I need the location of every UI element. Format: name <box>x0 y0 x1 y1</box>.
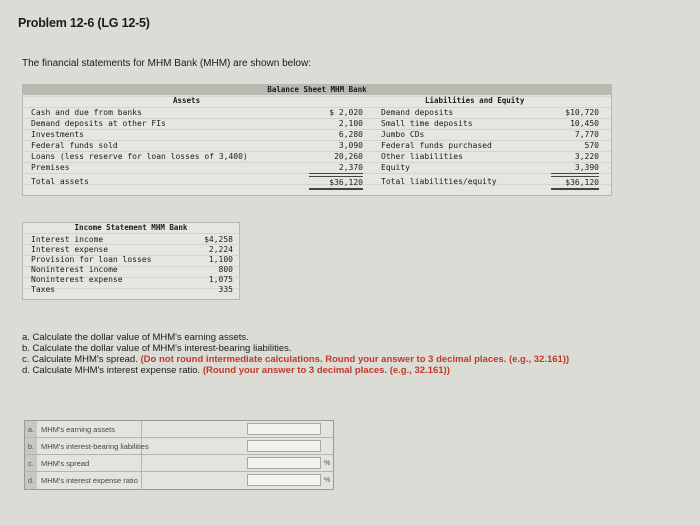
question-c-note: (Do not round intermediate calculations. Round your answer to 3 decimal places. (e.g., 32.161)) <box>140 354 570 365</box>
spread-input[interactable] <box>247 457 321 469</box>
answer-label: MHM's spread <box>41 459 90 468</box>
liability-value: 7,770 <box>574 130 599 139</box>
question-d-text: d. Calculate MHM's interest expense ratio. <box>22 365 203 376</box>
asset-label: Demand deposits at other FIs <box>31 119 166 128</box>
answer-label: MHM's interest-bearing liabilities <box>41 442 149 451</box>
answer-row <box>25 438 333 455</box>
answer-row <box>25 421 333 438</box>
page-title: Problem 12-6 (LG 12-5) <box>18 16 150 30</box>
income-label: Noninterest income <box>31 265 118 274</box>
liability-value: 570 <box>584 141 599 150</box>
balance-row <box>23 151 611 162</box>
assets-title: Assets <box>173 96 201 105</box>
liability-value: 10,450 <box>570 119 599 128</box>
intro-text: The financial statements for MHM Bank (MHM) are shown below: <box>22 58 311 69</box>
income-statement <box>22 222 240 300</box>
asset-value: 6,280 <box>338 130 363 139</box>
liability-value: $10,720 <box>565 108 599 117</box>
question-c-text: c. Calculate MHM's spread. <box>22 354 141 365</box>
balance-row <box>23 118 611 129</box>
asset-value: 2,370 <box>309 162 363 174</box>
interest-expense-ratio-input[interactable] <box>247 474 321 486</box>
income-row <box>23 245 239 255</box>
answer-table <box>24 420 334 490</box>
balance-row <box>23 107 611 118</box>
balance-row <box>23 162 611 173</box>
balance-total-row <box>23 176 611 187</box>
asset-value: 20,260 <box>334 152 363 161</box>
income-row <box>23 275 239 285</box>
question-d <box>22 365 569 376</box>
total-liabilities-label: Total liabilities/equity <box>381 177 497 186</box>
balance-row <box>23 129 611 140</box>
income-value: 335 <box>218 285 233 294</box>
percent-unit: % <box>324 477 331 484</box>
income-value: 800 <box>218 265 233 274</box>
answer-label: MHM's interest expense ratio <box>41 476 138 485</box>
asset-value: 3,090 <box>338 141 363 150</box>
interest-bearing-liabilities-input[interactable] <box>247 440 321 452</box>
income-row <box>23 285 239 295</box>
balance-sheet-header: Balance Sheet MHM Bank <box>23 85 611 95</box>
income-value: 2,224 <box>208 245 233 254</box>
asset-label: Loans (less reserve for loan losses of 3,400) <box>31 152 248 161</box>
answer-label: MHM's earning assets <box>41 425 115 434</box>
income-value: 1,100 <box>208 255 233 264</box>
question-a: a. Calculate the dollar value of MHM's earning assets. <box>22 332 249 343</box>
liabilities-title: Liabilities and Equity <box>425 96 525 105</box>
balance-row <box>23 140 611 151</box>
liability-value: 3,390 <box>551 162 599 174</box>
liability-value: 3,220 <box>574 152 599 161</box>
asset-label: Investments <box>31 130 84 139</box>
total-assets-value: $36,120 <box>309 176 363 190</box>
question-b: b. Calculate the dollar value of MHM's interest-bearing liabilities. <box>22 343 292 354</box>
answer-row <box>25 472 333 489</box>
liability-label: Equity <box>381 163 410 172</box>
asset-label: Premises <box>31 163 70 172</box>
question-d-note: (Round your answer to 3 decimal places. (e.g., 32.161)) <box>202 365 450 376</box>
total-liabilities-value: $36,120 <box>551 176 599 190</box>
liability-label: Demand deposits <box>381 108 454 117</box>
income-label: Noninterest expense <box>31 275 123 284</box>
answer-letter: a. <box>25 421 37 437</box>
liability-label: Jumbo CDs <box>381 130 425 139</box>
income-row <box>23 255 239 265</box>
answer-row <box>25 455 333 472</box>
liability-label: Other liabilities <box>381 152 463 161</box>
answer-letter: c. <box>25 455 37 471</box>
income-row <box>23 235 239 245</box>
income-row <box>23 265 239 275</box>
answer-letter: b. <box>25 438 37 454</box>
income-value: $4,258 <box>204 235 233 244</box>
income-statement-header: Income Statement MHM Bank <box>74 223 188 232</box>
answer-letter: d. <box>25 472 37 489</box>
question-c <box>22 354 569 365</box>
liability-label: Federal funds purchased <box>381 141 492 150</box>
income-label: Interest expense <box>31 245 109 254</box>
liability-label: Small time deposits <box>381 119 473 128</box>
income-label: Interest income <box>31 235 104 244</box>
earning-assets-input[interactable] <box>247 423 321 435</box>
income-label: Provision for loan losses <box>31 255 152 264</box>
balance-sheet <box>22 84 612 196</box>
asset-label: Federal funds sold <box>31 141 118 150</box>
percent-unit: % <box>324 460 331 467</box>
asset-value: 2,100 <box>338 119 363 128</box>
income-label: Taxes <box>31 285 56 294</box>
total-assets-label: Total assets <box>31 177 89 186</box>
questions <box>22 332 569 376</box>
asset-value: $ 2,020 <box>329 108 363 117</box>
income-value: 1,075 <box>208 275 233 284</box>
asset-label: Cash and due from banks <box>31 108 142 117</box>
